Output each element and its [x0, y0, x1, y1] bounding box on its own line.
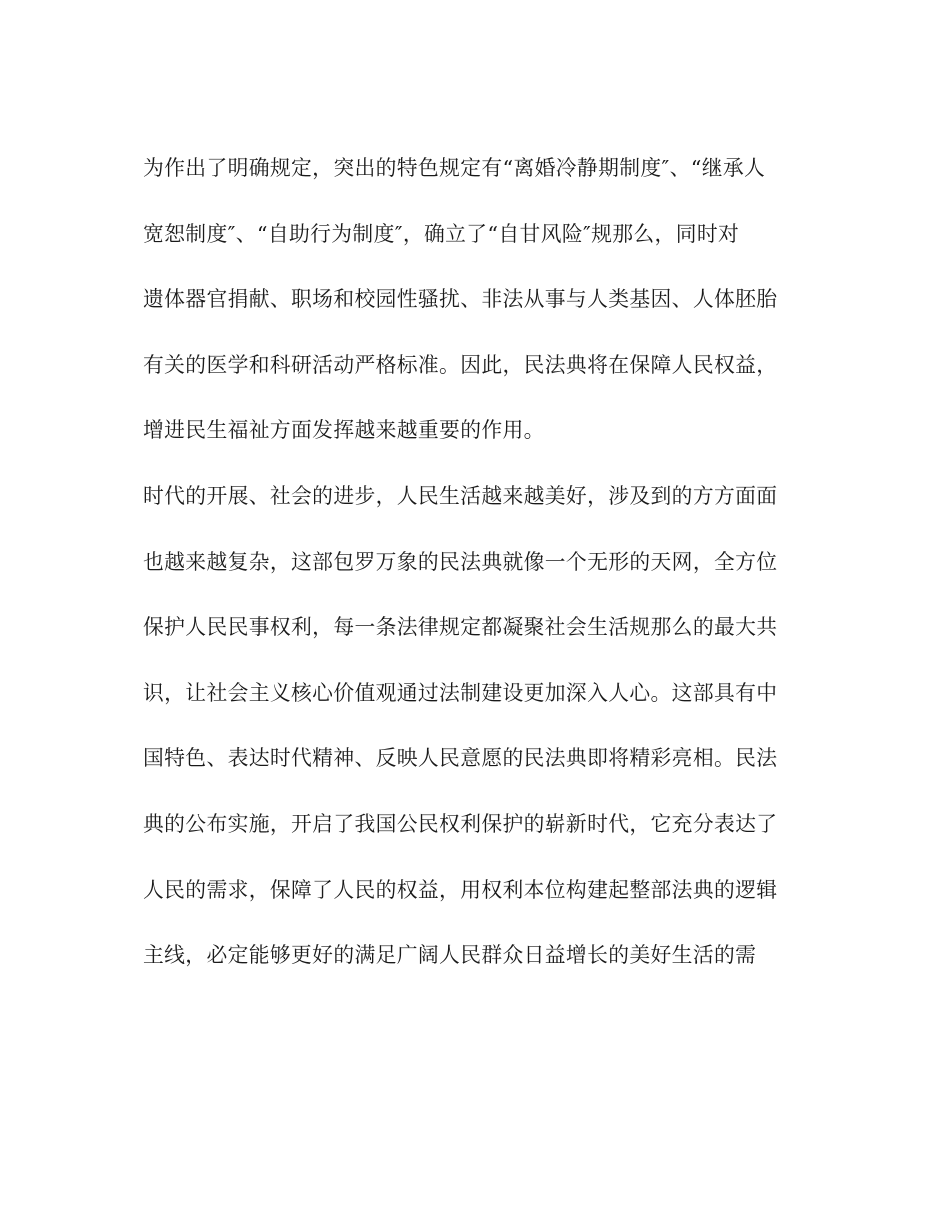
- text-line: 有关的医学和科研活动严格标准。因此，民法典将在保障人民权益，: [143, 352, 778, 377]
- text-line: 时代的开展、社会的进步，人民生活越来越美好，涉及到的方方面面: [143, 483, 778, 508]
- text-line: 人民的需求，保障了人民的权益，用权利本位构建起整部法典的逻辑: [143, 877, 778, 902]
- text-line: 典的公布实施，开启了我国公民权利保护的崭新时代，它充分表达了: [143, 811, 778, 836]
- body-text: [143, 136, 799, 989]
- text-line: 增进民生福祉方面发挥越来越重要的作用。: [143, 418, 545, 443]
- text-line: 遗体器官捐献、职场和校园性骚扰、非法从事与人类基因、人体胚胎: [143, 287, 778, 312]
- text-line: 保护人民民事权利，每一条法律规定都凝聚社会生活规那么的最大共: [143, 615, 778, 640]
- text-line: 主线，必定能够更好的满足广阔人民群众日益增长的美好生活的需: [143, 943, 757, 968]
- text-line: 也越来越复杂，这部包罗万象的民法典就像一个无形的天网，全方位: [143, 549, 778, 574]
- text-line: 国特色、表达时代精神、反映人民意愿的民法典即将精彩亮相。民法: [143, 746, 778, 771]
- text-line: 宽恕制度″、“自助行为制度″，确立了“自甘风险″规那么，同时对: [143, 221, 740, 246]
- text-line: 为作出了明确规定，突出的特色规定有“离婚冷静期制度″、“继承人: [143, 156, 766, 180]
- text-line: 识，让社会主义核心价值观通过法制建设更加深入人心。这部具有中: [143, 680, 778, 705]
